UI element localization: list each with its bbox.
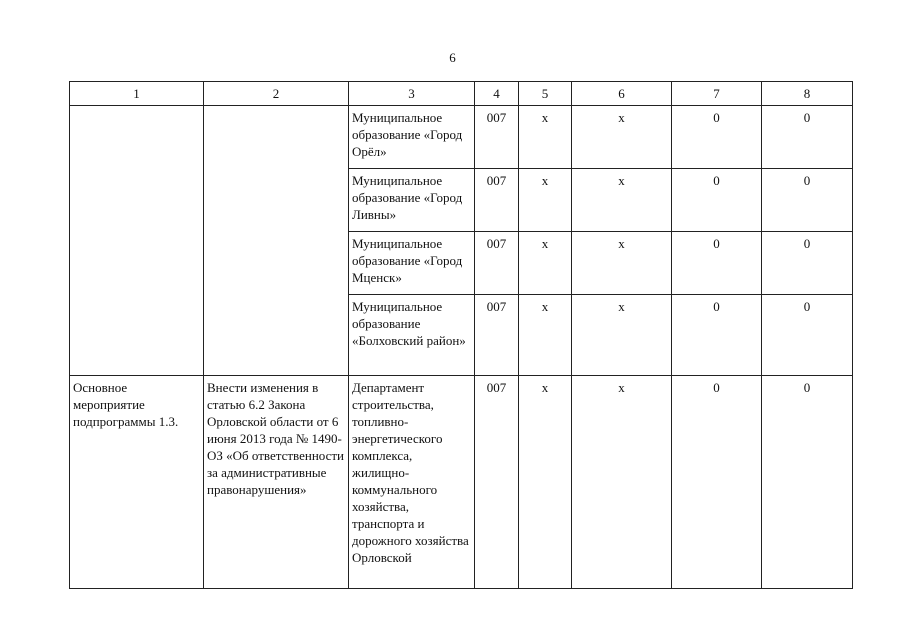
value-cell: 0 (672, 169, 762, 232)
code-cell: 007 (475, 376, 519, 589)
table-cell: х (519, 169, 572, 232)
column-header: 2 (204, 82, 349, 106)
value-cell: 0 (672, 376, 762, 589)
column-header: 5 (519, 82, 572, 106)
table-cell-empty (70, 106, 204, 376)
table-cell: х (572, 232, 672, 295)
table-cell-empty (204, 106, 349, 376)
table-row (70, 376, 853, 589)
table-cell: х (519, 376, 572, 589)
value-cell: 0 (762, 295, 853, 376)
value-cell: 0 (762, 169, 853, 232)
value-cell: 0 (762, 376, 853, 589)
value-cell: 0 (672, 295, 762, 376)
table-row (70, 106, 853, 169)
table-cell: х (572, 169, 672, 232)
responsible-executor: Муниципальное образование «Болховский район» (349, 295, 475, 376)
table-cell: х (519, 106, 572, 169)
value-cell: 0 (672, 106, 762, 169)
header-row (70, 82, 853, 106)
column-header: 8 (762, 82, 853, 106)
value-cell: 0 (672, 232, 762, 295)
page-number: 6 (449, 50, 456, 65)
responsible-executor: Департамент строительства, топливно-энергетического комплекса, жилищно-коммунального хозяйства, транспорта и дорожного хозяйства Орловской (349, 376, 475, 589)
column-header: 6 (572, 82, 672, 106)
value-cell: 0 (762, 106, 853, 169)
measure-name: Основное мероприятие подпрограммы 1.3. (70, 376, 204, 589)
code-cell: 007 (475, 169, 519, 232)
code-cell: 007 (475, 295, 519, 376)
column-header: 4 (475, 82, 519, 106)
column-header: 1 (70, 82, 204, 106)
budget-table (69, 81, 853, 589)
table-cell: х (572, 295, 672, 376)
table-cell: х (572, 106, 672, 169)
column-header: 3 (349, 82, 475, 106)
responsible-executor: Муниципальное образование «Город Ливны» (349, 169, 475, 232)
responsible-executor: Муниципальное образование «Город Орёл» (349, 106, 475, 169)
code-cell: 007 (475, 232, 519, 295)
code-cell: 007 (475, 106, 519, 169)
table-cell: х (519, 295, 572, 376)
table-cell: х (519, 232, 572, 295)
value-cell: 0 (762, 232, 853, 295)
measure-description: Внести изменения в статью 6.2 Закона Орловской области от 6 июня 2013 года № 1490-ОЗ «Об ответственности за административные правонарушения» (204, 376, 349, 589)
responsible-executor: Муниципальное образование «Город Мценск» (349, 232, 475, 295)
table-cell: х (572, 376, 672, 589)
column-header: 7 (672, 82, 762, 106)
